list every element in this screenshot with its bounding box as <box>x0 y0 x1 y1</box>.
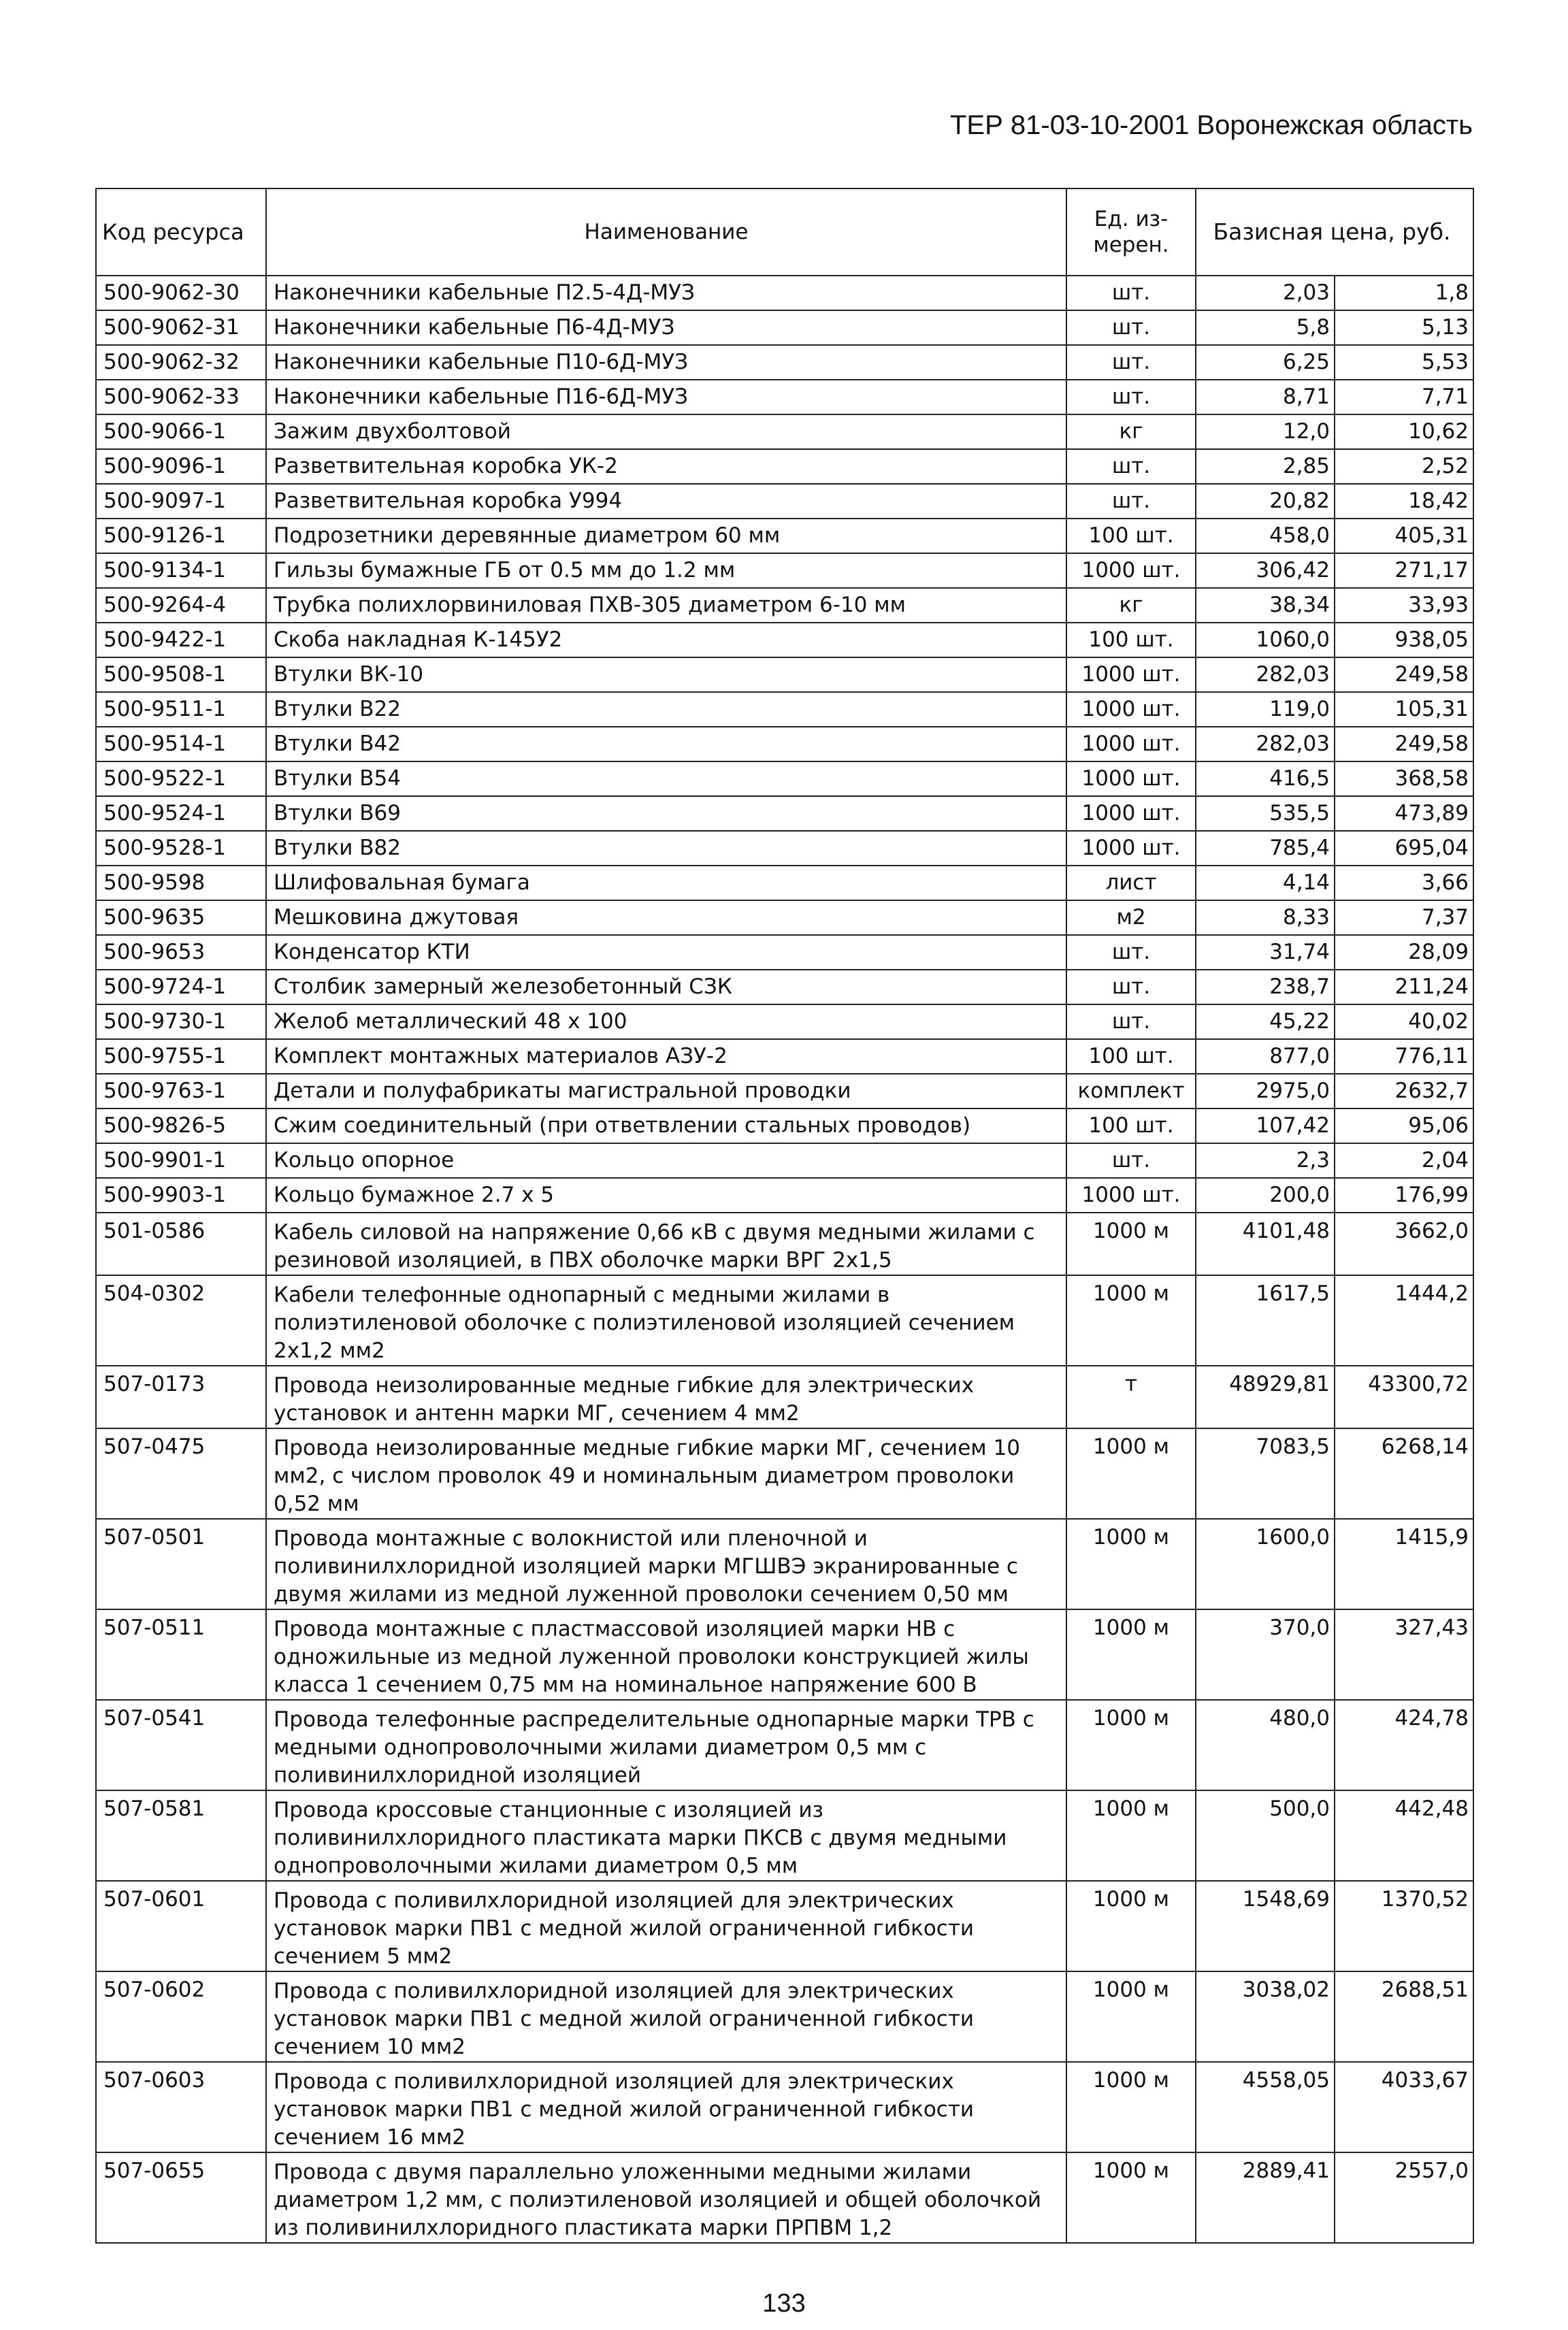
cell-code: 500-9422-1 <box>96 623 266 657</box>
cell-price-2: 7,71 <box>1335 380 1473 414</box>
cell-price-2: 368,58 <box>1335 761 1473 796</box>
cell-price-2: 249,58 <box>1335 727 1473 761</box>
cell-unit: 1000 м <box>1066 1881 1196 1971</box>
cell-code: 500-9511-1 <box>96 692 266 727</box>
cell-unit: 1000 шт. <box>1066 727 1196 761</box>
table-row <box>96 1109 1473 1143</box>
cell-price-1: 1548,69 <box>1196 1881 1335 1971</box>
cell-code: 507-0581 <box>96 1790 266 1881</box>
cell-price-1: 480,0 <box>1196 1700 1335 1790</box>
table-row <box>96 519 1473 553</box>
table-row <box>96 970 1473 1004</box>
cell-unit: шт. <box>1066 449 1196 484</box>
cell-price-2: 1370,52 <box>1335 1881 1473 1971</box>
cell-price-2: 473,89 <box>1335 796 1473 831</box>
table-row <box>96 414 1473 449</box>
table-row <box>96 866 1473 900</box>
cell-name: Втулки В69 <box>266 796 1066 831</box>
cell-unit: 1000 м <box>1066 1428 1196 1519</box>
cell-code: 507-0655 <box>96 2152 266 2243</box>
cell-price-1: 238,7 <box>1196 970 1335 1004</box>
cell-price-1: 2975,0 <box>1196 1074 1335 1109</box>
cell-unit: 1000 м <box>1066 1275 1196 1366</box>
table-row <box>96 1039 1473 1074</box>
cell-unit: 100 шт. <box>1066 1109 1196 1143</box>
cell-price-1: 4101,48 <box>1196 1213 1335 1275</box>
cell-name: Конденсатор КТИ <box>266 935 1066 970</box>
cell-name: Провода с поливилхлоридной изоляцией для электрических установок марки ПВ1 с медной жилой ограниченной гибкости сечением 16 мм2 <box>266 2062 1066 2152</box>
cell-unit: шт. <box>1066 484 1196 519</box>
table-row <box>96 1074 1473 1109</box>
cell-price-1: 306,42 <box>1196 553 1335 588</box>
cell-name: Втулки В82 <box>266 831 1066 866</box>
cell-price-2: 105,31 <box>1335 692 1473 727</box>
cell-unit: м2 <box>1066 900 1196 935</box>
cell-code: 507-0601 <box>96 1881 266 1971</box>
table-row <box>96 1366 1473 1428</box>
cell-name: Желоб металлический 48 х 100 <box>266 1004 1066 1039</box>
price-table <box>95 188 1474 2244</box>
cell-price-1: 20,82 <box>1196 484 1335 519</box>
table-row <box>96 761 1473 796</box>
cell-code: 500-9524-1 <box>96 796 266 831</box>
cell-name: Кабели телефонные однопарный с медными жилами в полиэтиленовой оболочке с полиэтиленовой изоляцией сечением 2х1,2 мм2 <box>266 1275 1066 1366</box>
table-row <box>96 1519 1473 1609</box>
table-row <box>96 727 1473 761</box>
table-row <box>96 2062 1473 2152</box>
cell-unit: 1000 шт. <box>1066 761 1196 796</box>
cell-price-1: 785,4 <box>1196 831 1335 866</box>
cell-name: Втулки В42 <box>266 727 1066 761</box>
cell-code: 504-0302 <box>96 1275 266 1366</box>
cell-price-1: 1617,5 <box>1196 1275 1335 1366</box>
table-row <box>96 1700 1473 1790</box>
table-row <box>96 1143 1473 1178</box>
table-row <box>96 935 1473 970</box>
cell-code: 500-9062-31 <box>96 310 266 345</box>
cell-unit: кг <box>1066 414 1196 449</box>
cell-code: 500-9730-1 <box>96 1004 266 1039</box>
cell-price-2: 2,04 <box>1335 1143 1473 1178</box>
table-row <box>96 276 1473 310</box>
cell-price-1: 4558,05 <box>1196 2062 1335 2152</box>
cell-code: 500-9903-1 <box>96 1178 266 1213</box>
cell-name: Втулки ВК-10 <box>266 657 1066 692</box>
table-row <box>96 1428 1473 1519</box>
cell-code: 500-9522-1 <box>96 761 266 796</box>
cell-unit: 1000 шт. <box>1066 657 1196 692</box>
cell-name: Скоба накладная К-145У2 <box>266 623 1066 657</box>
cell-unit: лист <box>1066 866 1196 900</box>
cell-price-1: 416,5 <box>1196 761 1335 796</box>
cell-code: 500-9126-1 <box>96 519 266 553</box>
cell-price-2: 3,66 <box>1335 866 1473 900</box>
cell-code: 500-9755-1 <box>96 1039 266 1074</box>
cell-price-2: 2688,51 <box>1335 1971 1473 2062</box>
cell-price-2: 2632,7 <box>1335 1074 1473 1109</box>
cell-price-1: 2,85 <box>1196 449 1335 484</box>
cell-price-2: 18,42 <box>1335 484 1473 519</box>
cell-unit: комплект <box>1066 1074 1196 1109</box>
cell-unit: шт. <box>1066 276 1196 310</box>
cell-unit: 1000 м <box>1066 1700 1196 1790</box>
cell-price-2: 249,58 <box>1335 657 1473 692</box>
cell-price-1: 2,03 <box>1196 276 1335 310</box>
table-row <box>96 484 1473 519</box>
cell-price-2: 3662,0 <box>1335 1213 1473 1275</box>
cell-code: 500-9096-1 <box>96 449 266 484</box>
cell-price-2: 33,93 <box>1335 588 1473 623</box>
table-row <box>96 449 1473 484</box>
cell-name: Провода монтажные с пластмассовой изоляцией марки НВ с однoжильные из медной луженной проволоки конструкцией жилы класса 1 сечением 0,75 мм на номинальное напряжение 600 В <box>266 1609 1066 1700</box>
table-row <box>96 380 1473 414</box>
cell-price-2: 1415,9 <box>1335 1519 1473 1609</box>
cell-price-1: 370,0 <box>1196 1609 1335 1700</box>
cell-price-1: 3038,02 <box>1196 1971 1335 2062</box>
cell-price-2: 405,31 <box>1335 519 1473 553</box>
cell-price-1: 200,0 <box>1196 1178 1335 1213</box>
cell-price-2: 1444,2 <box>1335 1275 1473 1366</box>
cell-unit: шт. <box>1066 1143 1196 1178</box>
cell-price-2: 95,06 <box>1335 1109 1473 1143</box>
cell-code: 507-0511 <box>96 1609 266 1700</box>
cell-code: 500-9635 <box>96 900 266 935</box>
cell-price-1: 38,34 <box>1196 588 1335 623</box>
cell-price-2: 7,37 <box>1335 900 1473 935</box>
cell-name: Провода с поливилхлоридной изоляцией для электрических установок марки ПВ1 с медной жилой ограниченной гибкости сечением 10 мм2 <box>266 1971 1066 2062</box>
cell-name: Разветвительная коробка У994 <box>266 484 1066 519</box>
table-row <box>96 345 1473 380</box>
cell-name: Втулки В54 <box>266 761 1066 796</box>
table-row <box>96 553 1473 588</box>
table-body <box>96 276 1473 2243</box>
cell-code: 500-9062-32 <box>96 345 266 380</box>
table-row <box>96 1881 1473 1971</box>
cell-price-2: 43300,72 <box>1335 1366 1473 1428</box>
cell-name: Столбик замерный железобетонный СЗК <box>266 970 1066 1004</box>
table-row <box>96 1213 1473 1275</box>
cell-price-2: 2557,0 <box>1335 2152 1473 2243</box>
cell-code: 507-0602 <box>96 1971 266 2062</box>
cell-price-1: 4,14 <box>1196 866 1335 900</box>
cell-price-2: 10,62 <box>1335 414 1473 449</box>
cell-name: Наконечники кабельные П10-6Д-МУЗ <box>266 345 1066 380</box>
cell-price-1: 8,33 <box>1196 900 1335 935</box>
cell-name: Шлифовальная бумага <box>266 866 1066 900</box>
cell-price-1: 7083,5 <box>1196 1428 1335 1519</box>
cell-price-1: 2,3 <box>1196 1143 1335 1178</box>
cell-name: Подрозетники деревянные диаметром 60 мм <box>266 519 1066 553</box>
cell-name: Кабель силовой на напряжение 0,66 кВ с двумя медными жилами с резиновой изоляцией, в ПВХ оболочке марки ВРГ 2х1,5 <box>266 1213 1066 1275</box>
cell-name: Детали и полуфабрикаты магистральной проводки <box>266 1074 1066 1109</box>
cell-code: 500-9264-4 <box>96 588 266 623</box>
cell-price-2: 4033,67 <box>1335 2062 1473 2152</box>
cell-name: Провода с поливилхлоридной изоляцией для электрических установок марки ПВ1 с медной жилой ограниченной гибкости сечением 5 мм2 <box>266 1881 1066 1971</box>
cell-price-1: 8,71 <box>1196 380 1335 414</box>
cell-name: Сжим соединительный (при ответвлении стальных проводов) <box>266 1109 1066 1143</box>
cell-price-2: 5,53 <box>1335 345 1473 380</box>
page-number: 133 <box>762 2289 806 2318</box>
cell-price-2: 271,17 <box>1335 553 1473 588</box>
cell-unit: 1000 м <box>1066 2062 1196 2152</box>
cell-code: 507-0475 <box>96 1428 266 1519</box>
table-header-row <box>96 188 1473 276</box>
table-row <box>96 831 1473 866</box>
cell-unit: 1000 шт. <box>1066 796 1196 831</box>
cell-price-1: 458,0 <box>1196 519 1335 553</box>
cell-price-2: 176,99 <box>1335 1178 1473 1213</box>
cell-price-2: 211,24 <box>1335 970 1473 1004</box>
table-row <box>96 657 1473 692</box>
document-header: ТЕР 81-03-10-2001 Воронежская область <box>949 110 1473 140</box>
cell-price-2: 442,48 <box>1335 1790 1473 1881</box>
cell-unit: т <box>1066 1366 1196 1428</box>
cell-name: Комплект монтажных материалов АЗУ-2 <box>266 1039 1066 1074</box>
cell-unit: шт. <box>1066 1004 1196 1039</box>
cell-price-2: 6268,14 <box>1335 1428 1473 1519</box>
table-row <box>96 1275 1473 1366</box>
cell-price-1: 119,0 <box>1196 692 1335 727</box>
table-row <box>96 1971 1473 2062</box>
cell-price-2: 40,02 <box>1335 1004 1473 1039</box>
cell-name: Провода кроссовые станционные с изоляцией из поливинилхлоридного пластиката марки ПКСВ с двумя медными однопроволочными жилами диаметром 0,5 мм <box>266 1790 1066 1881</box>
table-row <box>96 1178 1473 1213</box>
cell-name: Провода с двумя параллельно уложенными медными жилами диаметром 1,2 мм, с полиэтиленовой изоляцией и общей оболочкой из поливинилхлоридного пластиката марки ПРПВМ 1,2 <box>266 2152 1066 2243</box>
cell-price-1: 45,22 <box>1196 1004 1335 1039</box>
cell-price-1: 48929,81 <box>1196 1366 1335 1428</box>
cell-unit: шт. <box>1066 380 1196 414</box>
cell-name: Провода неизолированные медные гибкие марки МГ, сечением 10 мм2, с числом проволок 49 и номинальным диаметром проволоки 0,52 мм <box>266 1428 1066 1519</box>
cell-unit: 100 шт. <box>1066 1039 1196 1074</box>
cell-code: 500-9062-30 <box>96 276 266 310</box>
cell-name: Кольцо бумажное 2.7 х 5 <box>266 1178 1066 1213</box>
cell-price-1: 535,5 <box>1196 796 1335 831</box>
column-header-code: Код ресурса <box>96 188 266 276</box>
cell-price-1: 6,25 <box>1196 345 1335 380</box>
cell-unit: 1000 м <box>1066 1213 1196 1275</box>
cell-code: 500-9508-1 <box>96 657 266 692</box>
cell-unit: 1000 м <box>1066 1609 1196 1700</box>
table-row <box>96 588 1473 623</box>
table-row <box>96 1790 1473 1881</box>
cell-code: 500-9134-1 <box>96 553 266 588</box>
cell-price-1: 31,74 <box>1196 935 1335 970</box>
cell-unit: 1000 шт. <box>1066 692 1196 727</box>
cell-price-1: 2889,41 <box>1196 2152 1335 2243</box>
cell-price-2: 424,78 <box>1335 1700 1473 1790</box>
column-header-unit <box>1066 188 1196 276</box>
cell-code: 500-9653 <box>96 935 266 970</box>
cell-code: 500-9724-1 <box>96 970 266 1004</box>
cell-price-1: 877,0 <box>1196 1039 1335 1074</box>
cell-code: 500-9062-33 <box>96 380 266 414</box>
cell-price-1: 1060,0 <box>1196 623 1335 657</box>
cell-price-1: 282,03 <box>1196 657 1335 692</box>
cell-price-1: 282,03 <box>1196 727 1335 761</box>
table-row <box>96 2152 1473 2243</box>
column-header-price: Базисная цена, руб. <box>1196 188 1473 276</box>
cell-unit: 1000 шт. <box>1066 553 1196 588</box>
cell-price-2: 2,52 <box>1335 449 1473 484</box>
cell-unit: шт. <box>1066 935 1196 970</box>
cell-unit: 1000 шт. <box>1066 1178 1196 1213</box>
cell-unit: 1000 м <box>1066 1519 1196 1609</box>
cell-code: 507-0603 <box>96 2062 266 2152</box>
cell-name: Втулки В22 <box>266 692 1066 727</box>
cell-price-2: 327,43 <box>1335 1609 1473 1700</box>
cell-name: Провода монтажные с волокнистой или пленочной и поливинилхлоридной изоляцией марки МГШВЭ экранированные с двумя жилами из медной луженной проволоки сечением 0,50 мм <box>266 1519 1066 1609</box>
table-row <box>96 692 1473 727</box>
cell-unit: 1000 м <box>1066 1790 1196 1881</box>
cell-name: Наконечники кабельные П16-6Д-МУЗ <box>266 380 1066 414</box>
table-row <box>96 623 1473 657</box>
cell-name: Гильзы бумажные ГБ от 0.5 мм до 1.2 мм <box>266 553 1066 588</box>
cell-unit: шт. <box>1066 345 1196 380</box>
cell-price-1: 5,8 <box>1196 310 1335 345</box>
cell-code: 500-9826-5 <box>96 1109 266 1143</box>
cell-code: 501-0586 <box>96 1213 266 1275</box>
cell-code: 500-9763-1 <box>96 1074 266 1109</box>
table-row <box>96 1609 1473 1700</box>
cell-price-2: 28,09 <box>1335 935 1473 970</box>
cell-code: 507-0541 <box>96 1700 266 1790</box>
cell-price-1: 1600,0 <box>1196 1519 1335 1609</box>
cell-price-2: 5,13 <box>1335 310 1473 345</box>
cell-price-2: 776,11 <box>1335 1039 1473 1074</box>
cell-name: Наконечники кабельные П2.5-4Д-МУЗ <box>266 276 1066 310</box>
cell-unit: шт. <box>1066 970 1196 1004</box>
cell-unit: 1000 шт. <box>1066 831 1196 866</box>
table-row <box>96 900 1473 935</box>
table-row <box>96 310 1473 345</box>
cell-price-1: 107,42 <box>1196 1109 1335 1143</box>
cell-name: Мешковина джутовая <box>266 900 1066 935</box>
column-header-name: Наименование <box>266 188 1066 276</box>
cell-code: 500-9528-1 <box>96 831 266 866</box>
cell-unit: 1000 м <box>1066 1971 1196 2062</box>
cell-code: 500-9514-1 <box>96 727 266 761</box>
cell-code: 500-9066-1 <box>96 414 266 449</box>
cell-code: 500-9598 <box>96 866 266 900</box>
cell-name: Разветвительная коробка УК-2 <box>266 449 1066 484</box>
cell-name: Наконечники кабельные П6-4Д-МУЗ <box>266 310 1066 345</box>
cell-name: Кольцо опорное <box>266 1143 1066 1178</box>
cell-name: Провода неизолированные медные гибкие для электрических установок и антенн марки МГ, сечением 4 мм2 <box>266 1366 1066 1428</box>
cell-name: Зажим двухболтовой <box>266 414 1066 449</box>
cell-code: 507-0173 <box>96 1366 266 1428</box>
cell-name: Провода телефонные распределительные однопарные марки ТРВ с медными однопроволочными жилами диаметром 0,5 мм с поливинилхлоридной изоляцией <box>266 1700 1066 1790</box>
cell-unit: шт. <box>1066 310 1196 345</box>
cell-code: 500-9901-1 <box>96 1143 266 1178</box>
cell-price-2: 1,8 <box>1335 276 1473 310</box>
table-row <box>96 1004 1473 1039</box>
cell-unit: 100 шт. <box>1066 519 1196 553</box>
table-row <box>96 796 1473 831</box>
cell-unit: кг <box>1066 588 1196 623</box>
cell-unit: 1000 м <box>1066 2152 1196 2243</box>
cell-name: Трубка полихлорвиниловая ПХВ-305 диаметром 6-10 мм <box>266 588 1066 623</box>
cell-unit: 100 шт. <box>1066 623 1196 657</box>
cell-price-1: 500,0 <box>1196 1790 1335 1881</box>
cell-code: 507-0501 <box>96 1519 266 1609</box>
cell-code: 500-9097-1 <box>96 484 266 519</box>
column-header-unit-text: Ед. из- мерен. <box>1093 207 1169 257</box>
cell-price-1: 12,0 <box>1196 414 1335 449</box>
cell-price-2: 695,04 <box>1335 831 1473 866</box>
cell-price-2: 938,05 <box>1335 623 1473 657</box>
